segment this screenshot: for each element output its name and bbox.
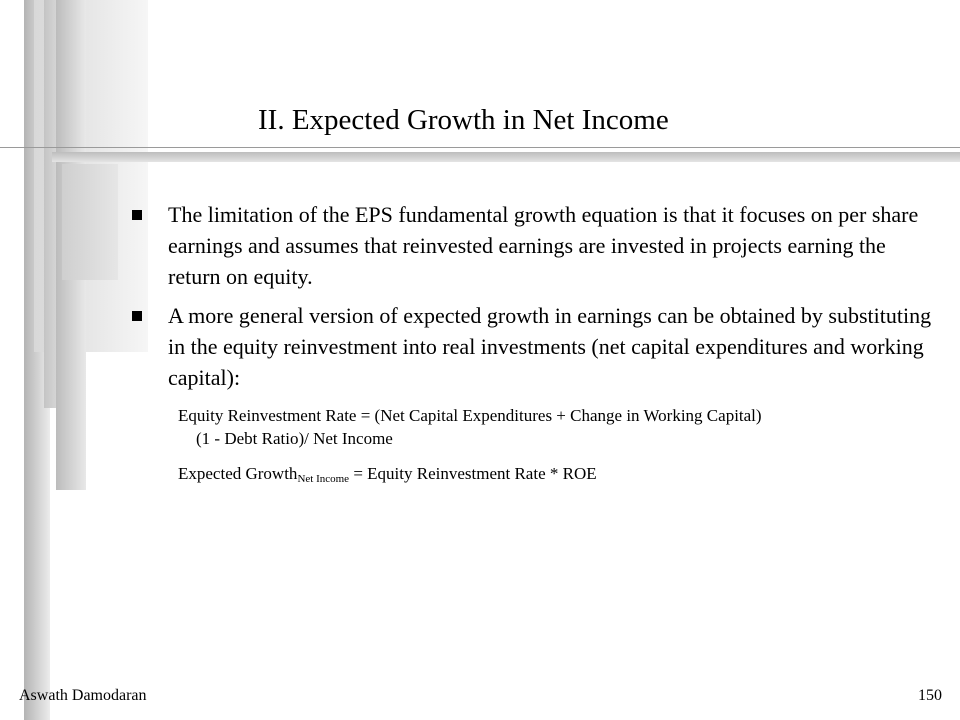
formula-label: Expected Growth [178,464,298,483]
formula-line: Equity Reinvestment Rate = (Net Capital Expenditures + Change in Working Capital) [178,406,762,425]
formula-subscript: Net Income [297,473,350,485]
bullet-item [132,300,932,393]
square-bullet-icon [132,311,142,321]
bullet-item [132,199,932,292]
page-number: 150 [918,687,942,704]
title-underline-bar [52,152,960,162]
equity-reinvestment-formula [178,404,938,450]
square-bullet-icon [132,210,142,220]
formula-rest: = Equity Reinvestment Rate * ROE [349,464,597,483]
formula-line: (1 - Debt Ratio)/ Net Income [196,429,393,448]
bullet-text: The limitation of the EPS fundamental growth equation is that it focuses on per share earnings and assumes that reinvested earnings are invested in projects earning the return on equity. [168,202,919,289]
bullet-text: A more general version of expected growth in earnings can be obtained by substituting in the equity reinvestment into real investments (net capital expenditures and working capital): [168,303,932,390]
title-divider [0,147,960,148]
bullet-list [132,199,932,401]
decor-bar [62,164,118,280]
footer-author: Aswath Damodaran [19,687,147,704]
slide-title: II. Expected Growth in Net Income [258,104,669,136]
expected-growth-formula [178,462,597,491]
